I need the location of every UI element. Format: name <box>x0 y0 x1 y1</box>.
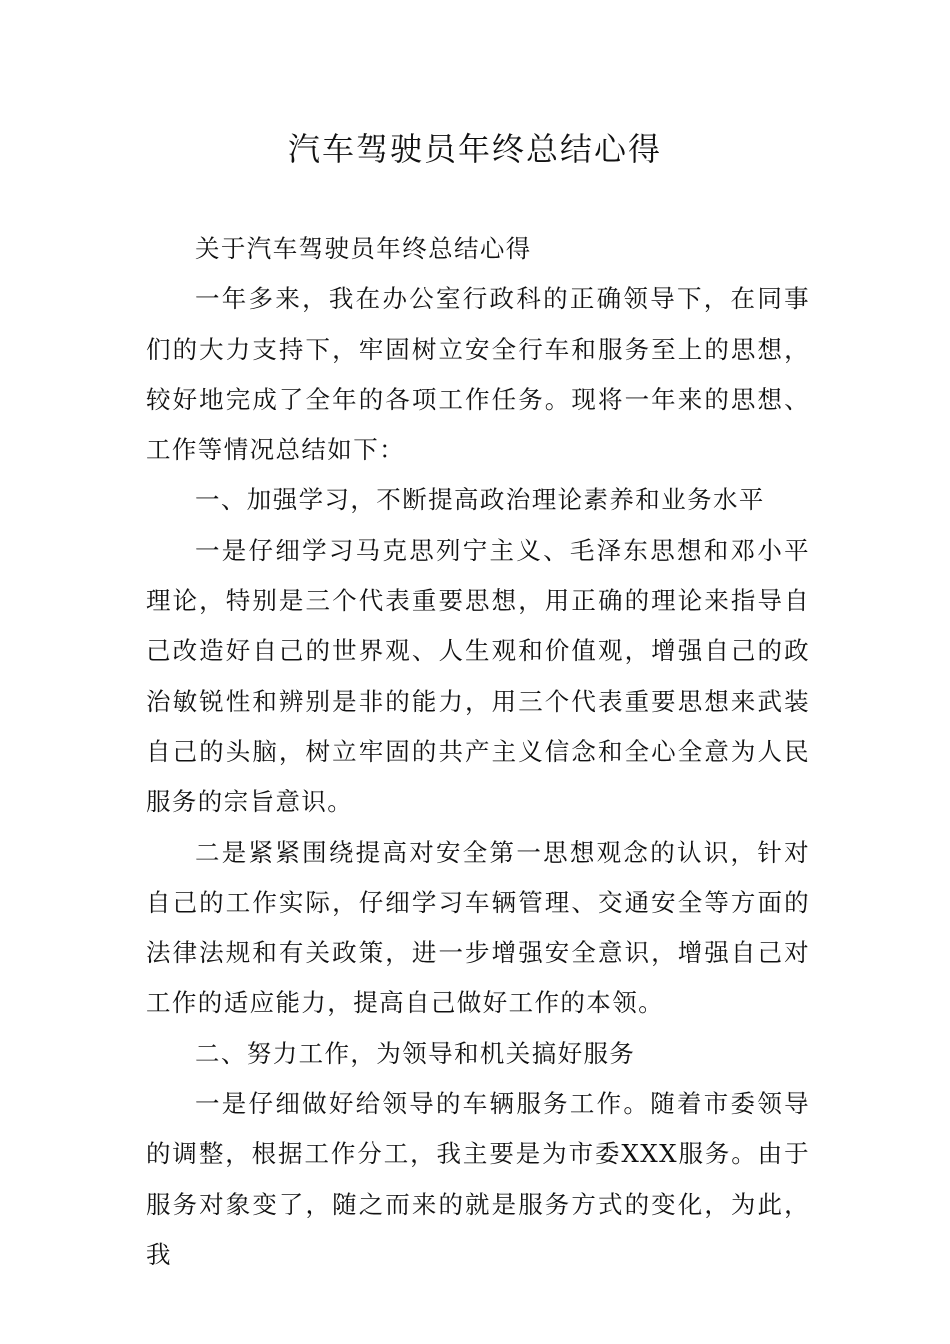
section-heading-1: 一、加强学习，不断提高政治理论素养和业务水平 <box>195 485 765 515</box>
section-heading-2: 二、努力工作，为领导和机关搞好服务 <box>195 1038 636 1068</box>
document-title: 汽车驾驶员年终总结心得 <box>287 130 662 168</box>
paragraph-intro: 一年多来，我在办公室行政科的正确领导下，在同事们的大力支持下，牢固树立安全行车和服务至上的思想，较好地完成了全年的各项工作任务。现将一年来的思想、工作等情况总结如下： <box>146 284 810 465</box>
paragraph-service-1: 一是仔细做好给领导的车辆服务工作。随着市委领导的调整，根据工作分工，我主要是为市委XXX服务。由于服务对象变了，随之而来的就是服务方式的变化，为此，我 <box>146 1089 810 1269</box>
document-body <box>146 224 810 1280</box>
paragraph-study-2: 二是紧紧围绕提高对安全第一思想观念的认识，针对自己的工作实际，仔细学习车辆管理、交通安全等方面的法律法规和有关政策，进一步增强安全意识，增强自己对工作的适应能力，提高自己做好工作的本领。 <box>146 837 810 1018</box>
paragraph-study-1: 一是仔细学习马克思列宁主义、毛泽东思想和邓小平理论，特别是三个代表重要思想，用正确的理论来指导自己改造好自己的世界观、人生观和价值观，增强自己的政治敏锐性和辨别是非的能力，用三个代表重要思想来武装自己的头脑，树立牢固的共产主义信念和全心全意为人民服务的宗旨意识。 <box>146 535 810 817</box>
paragraph-subtitle: 关于汽车驾驶员年终总结心得 <box>195 234 532 263</box>
